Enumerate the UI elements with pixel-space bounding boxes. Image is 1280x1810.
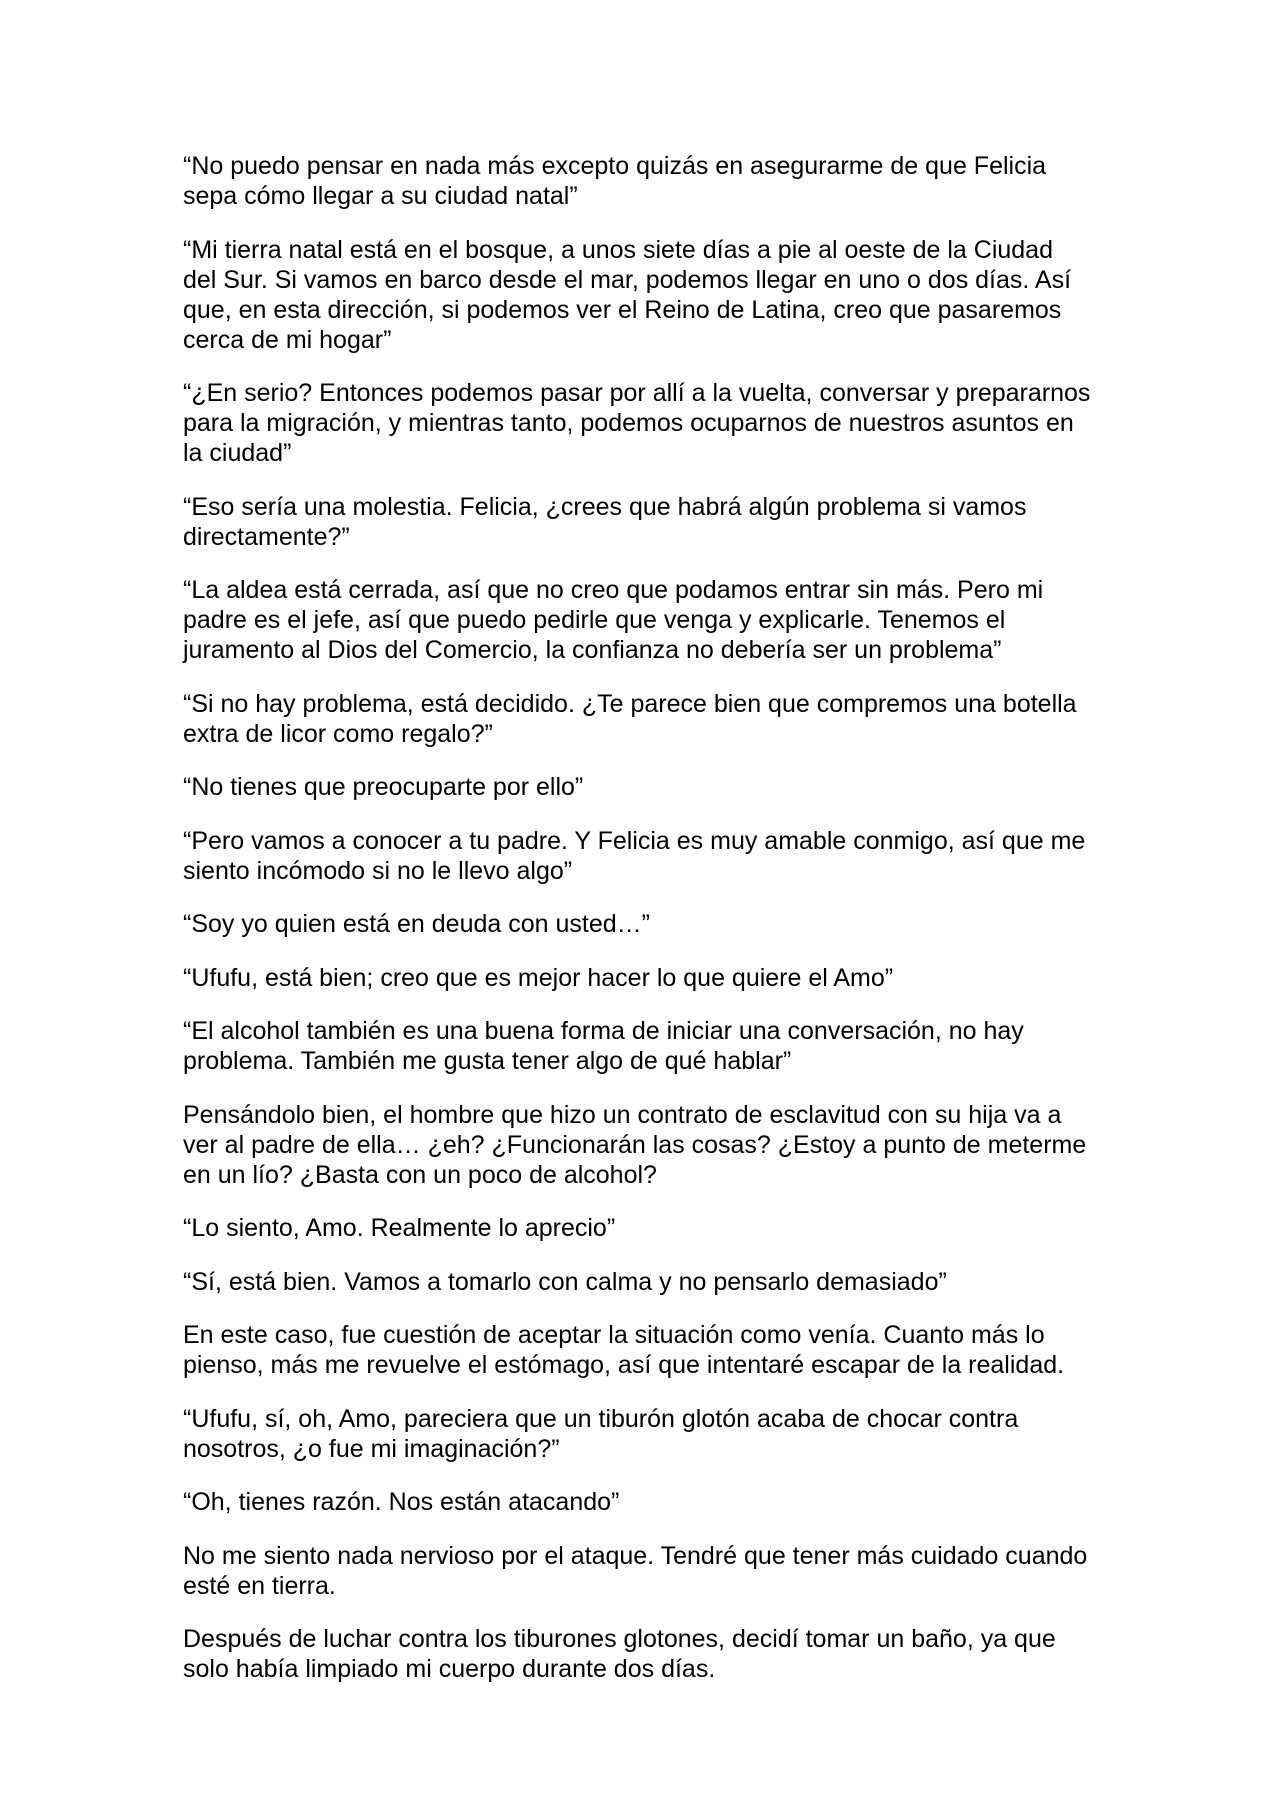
- paragraph: “Ufufu, está bien; creo que es mejor hacer lo que quiere el Amo”: [183, 963, 894, 992]
- paragraph: “Si no hay problema, está decidido. ¿Te parece bien que compremos una botella extra de licor como regalo?”: [183, 689, 1077, 748]
- paragraph: “Pero vamos a conocer a tu padre. Y Felicia es muy amable conmigo, así que me siento incómodo si no le llevo algo”: [183, 826, 1086, 885]
- paragraph: “Lo siento, Amo. Realmente lo aprecio”: [183, 1214, 616, 1242]
- paragraph: “El alcohol también es una buena forma de iniciar una conversación, no hay problema. También me gusta tener algo de qué hablar”: [183, 1017, 1024, 1075]
- paragraph: “Mi tierra natal está en el bosque, a unos siete días a pie al oeste de la Ciudad del Sur. Si vamos en barco desde el mar, podemos llegar en uno o dos días. Así que, en esta dirección, si podemos ver el Reino de Latina, creo que pasaremos cerca de mi hogar”: [183, 235, 1072, 354]
- paragraph: “Sí, está bien. Vamos a tomarlo con calma y no pensarlo demasiado”: [183, 1267, 947, 1296]
- paragraph: “Oh, tienes razón. Nos están atacando”: [183, 1488, 620, 1516]
- paragraph: “¿En serio? Entonces podemos pasar por allí a la vuelta, conversar y prepararnos para la migración, y mientras tanto, podemos ocuparnos de nuestros asuntos en la ciudad”: [183, 379, 1091, 467]
- paragraph: “La aldea está cerrada, así que no creo que podamos entrar sin más. Pero mi padre es el jefe, así que puedo pedirle que venga y explicarle. Tenemos el juramento al Dios del Comercio, la confianza no debería ser un problema”: [183, 576, 1044, 664]
- paragraph: “Soy yo quien está en deuda con usted…”: [183, 910, 650, 938]
- paragraph: No me siento nada nervioso por el ataque. Tendré que tener más cuidado cuando esté en tierra.: [183, 1541, 1088, 1600]
- text-content: [183, 151, 1093, 1708]
- paragraph: En este caso, fue cuestión de aceptar la situación como venía. Cuanto más lo pienso, más me revuelve el estómago, así que intentaré escapar de la realidad.: [183, 1321, 1065, 1379]
- paragraph: “No puedo pensar en nada más excepto quizás en asegurarme de que Felicia sepa cómo llegar a su ciudad natal”: [183, 152, 1047, 210]
- paragraph: “Eso sería una molestia. Felicia, ¿crees que habrá algún problema si vamos directamente?”: [183, 492, 1027, 551]
- paragraph: Después de luchar contra los tiburones glotones, decidí tomar un baño, ya que solo había limpiado mi cuerpo durante dos días.: [183, 1625, 1056, 1683]
- paragraph: “Ufufu, sí, oh, Amo, pareciera que un tiburón glotón acaba de chocar contra nosotros, ¿o fue mi imaginación?”: [183, 1404, 1019, 1463]
- paragraph: “No tienes que preocuparte por ello”: [183, 773, 584, 801]
- paragraph: Pensándolo bien, el hombre que hizo un contrato de esclavitud con su hija va a ver al padre de ella… ¿eh? ¿Funcionarán las cosas? ¿Estoy a punto de meterme en un lío? ¿Basta con un poco de alcohol?: [183, 1100, 1087, 1189]
